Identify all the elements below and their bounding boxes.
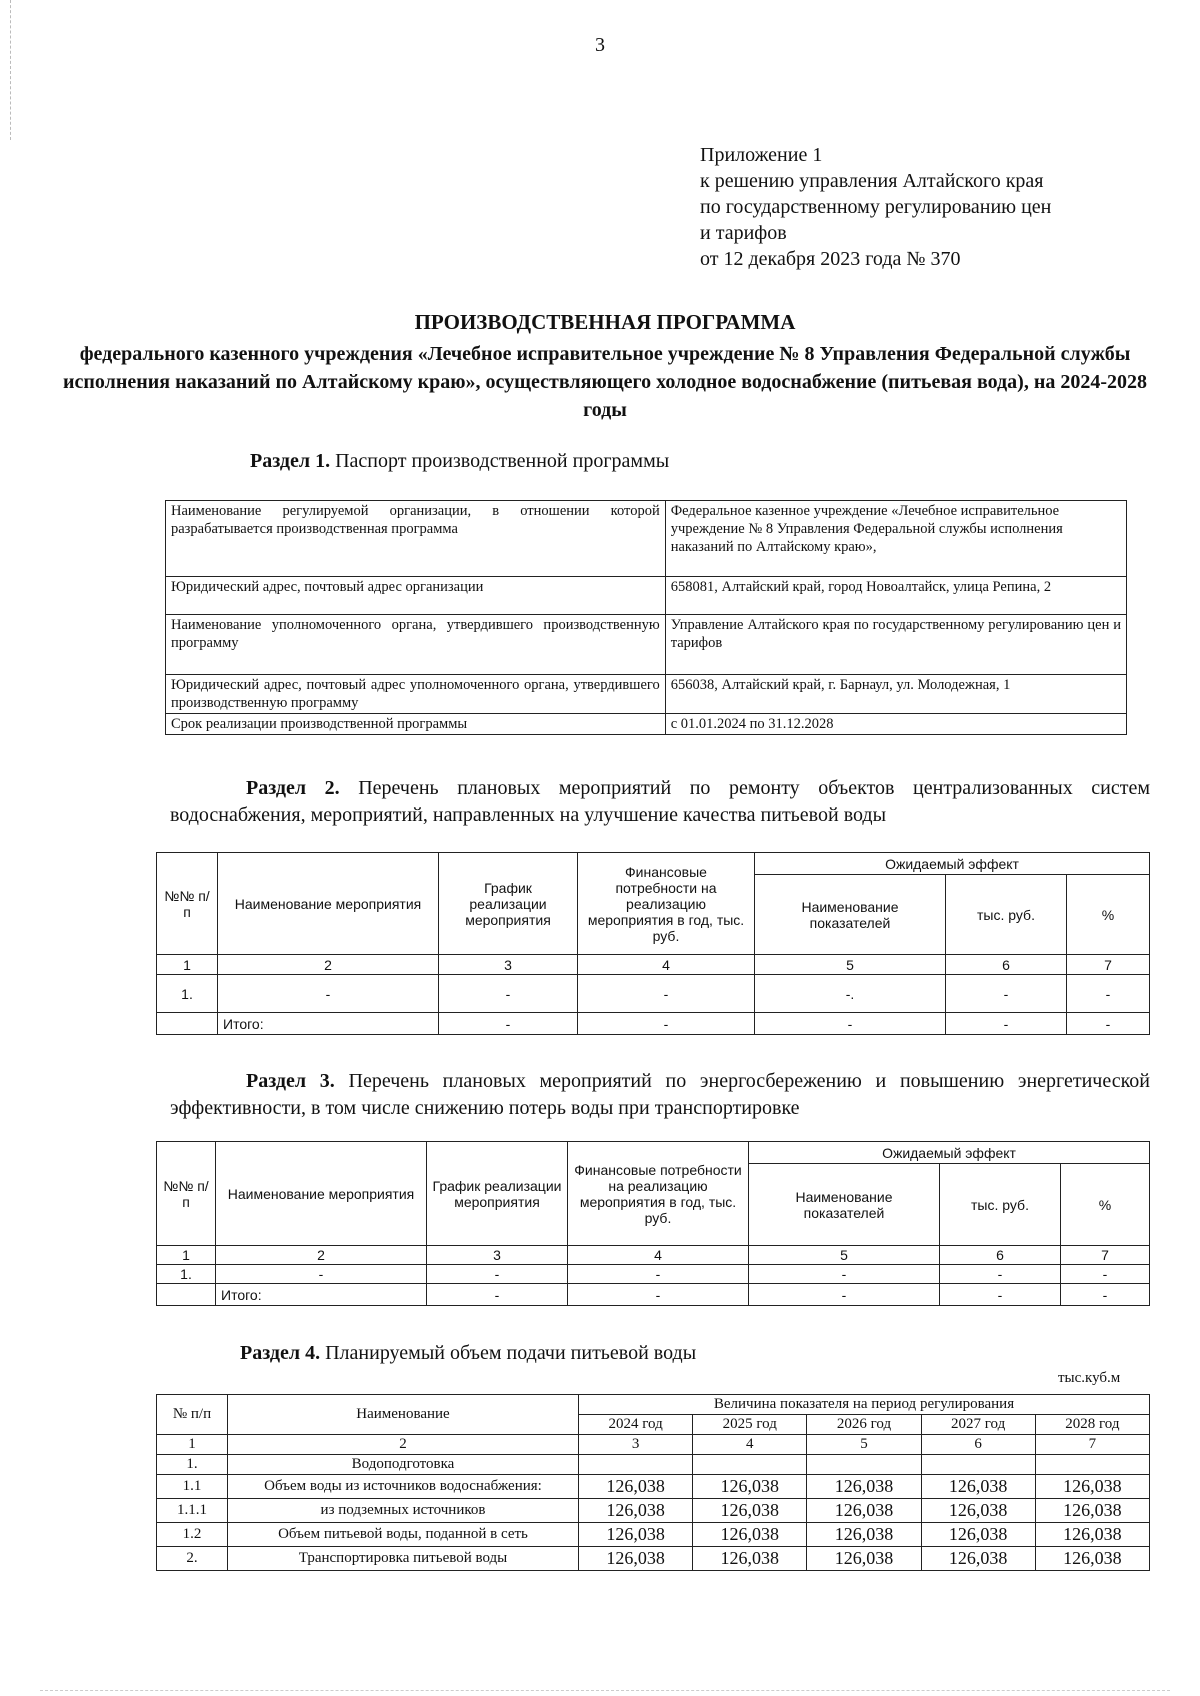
table-row <box>157 1499 1150 1523</box>
passport-key: Наименование уполномоченного органа, утвердившего производственную программу <box>166 615 666 675</box>
approval-line: Приложение 1 <box>700 144 823 166</box>
header-year: 2024 год <box>579 1415 693 1435</box>
col-number: 4 <box>568 1246 749 1265</box>
table-cell: - <box>946 975 1067 1013</box>
col-number: 7 <box>1035 1435 1149 1455</box>
table-row <box>157 1435 1150 1455</box>
value-cell <box>693 1455 807 1475</box>
header-rub: тыс. руб. <box>940 1164 1061 1246</box>
table-row <box>157 1142 1150 1164</box>
header-num: №№ п/п <box>157 1142 216 1246</box>
passport-key: Юридический адрес, почтовый адрес уполномоченного органа, утвердившего производственную программу <box>166 675 666 714</box>
section1-heading <box>250 448 669 475</box>
col-number: 2 <box>218 955 439 975</box>
section3-text: Перечень плановых мероприятий по энергосбережению и повышению энергетической эффективности, в том числе снижению потерь воды при транспортировке <box>170 1070 1150 1119</box>
table-cell: 1. <box>157 975 218 1013</box>
header-finance: Финансовые потребности на реализацию мероприятия в год, тыс. руб. <box>568 1142 749 1246</box>
value-cell: 126,038 <box>921 1475 1035 1499</box>
row-name: Объем воды из источников водоснабжения: <box>228 1475 579 1499</box>
table-cell: - <box>427 1265 568 1284</box>
col-number: 3 <box>579 1435 693 1455</box>
col-number: 7 <box>1061 1246 1150 1265</box>
header-schedule: График реализации мероприятия <box>439 853 578 955</box>
table-row <box>157 1246 1150 1265</box>
approval-block <box>700 142 1051 272</box>
table-cell: - <box>749 1265 940 1284</box>
table-cell: - <box>439 1013 578 1035</box>
value-cell: 126,038 <box>921 1523 1035 1547</box>
value-cell: 126,038 <box>579 1523 693 1547</box>
col-number: 6 <box>921 1435 1035 1455</box>
header-name: Наименование <box>228 1395 579 1435</box>
header-year: 2027 год <box>921 1415 1035 1435</box>
value-cell <box>1035 1455 1149 1475</box>
repair-measures-table <box>156 852 1150 1035</box>
total-label: Итого: <box>218 1013 439 1035</box>
value-cell <box>807 1455 921 1475</box>
table-row <box>157 1265 1150 1284</box>
section3-label: Раздел 3. <box>246 1070 335 1092</box>
value-cell: 126,038 <box>1035 1547 1149 1571</box>
approval-line: и тарифов <box>700 222 787 244</box>
value-cell: 126,038 <box>693 1523 807 1547</box>
passport-value: Управление Алтайского края по государственному регулированию цен и тарифов <box>665 615 1126 675</box>
col-number: 1 <box>157 955 218 975</box>
passport-value: с 01.01.2024 по 31.12.2028 <box>665 714 1126 735</box>
value-cell: 126,038 <box>693 1475 807 1499</box>
value-cell: 126,038 <box>807 1475 921 1499</box>
value-cell <box>579 1455 693 1475</box>
table-row <box>166 675 1127 714</box>
header-schedule: График реализации мероприятия <box>427 1142 568 1246</box>
value-cell: 126,038 <box>921 1499 1035 1523</box>
passport-key: Юридический адрес, почтовый адрес организации <box>166 577 666 615</box>
table-row <box>157 1013 1150 1035</box>
table-cell: -. <box>755 975 946 1013</box>
header-year: 2026 год <box>807 1415 921 1435</box>
row-number: 1. <box>157 1455 228 1475</box>
section2-heading <box>170 775 1150 829</box>
table-cell: - <box>1061 1284 1150 1306</box>
section4-heading <box>240 1340 696 1367</box>
section4-text: Планируемый объем подачи питьевой воды <box>320 1342 697 1364</box>
header-effect: Ожидаемый эффект <box>749 1142 1150 1164</box>
col-number: 4 <box>693 1435 807 1455</box>
approval-line: к решению управления Алтайского края <box>700 170 1044 192</box>
header-num: №№ п/п <box>157 853 218 955</box>
table-cell <box>157 1013 218 1035</box>
passport-key: Наименование регулируемой организации, в отношении которой разрабатывается производственная программа <box>166 501 666 577</box>
header-pct: % <box>1061 1164 1150 1246</box>
table-cell: - <box>940 1284 1061 1306</box>
section3-heading <box>170 1068 1150 1122</box>
table-cell: - <box>216 1265 427 1284</box>
section1-label: Раздел 1. <box>250 450 331 472</box>
table-row <box>157 975 1150 1013</box>
table-row <box>157 853 1150 875</box>
approval-line: от 12 декабря 2023 года № 370 <box>700 248 961 270</box>
header-name: Наименование мероприятия <box>216 1142 427 1246</box>
value-cell: 126,038 <box>579 1547 693 1571</box>
document-title: ПРОИЗВОДСТВЕННАЯ ПРОГРАММА <box>414 310 796 334</box>
row-name: из подземных источников <box>228 1499 579 1523</box>
table-row <box>157 955 1150 975</box>
header-indicator: Наименование показателей <box>755 875 946 955</box>
value-cell: 126,038 <box>1035 1523 1149 1547</box>
value-cell: 126,038 <box>1035 1475 1149 1499</box>
table-cell: - <box>568 1284 749 1306</box>
row-number: 1.1 <box>157 1475 228 1499</box>
value-cell: 126,038 <box>693 1499 807 1523</box>
unit-label: тыс.куб.м <box>1058 1370 1121 1386</box>
header-year: 2028 год <box>1035 1415 1149 1435</box>
value-cell: 126,038 <box>921 1547 1035 1571</box>
row-name: Объем питьевой воды, поданной в сеть <box>228 1523 579 1547</box>
col-number: 3 <box>427 1246 568 1265</box>
col-number: 2 <box>228 1435 579 1455</box>
document-subtitle: федерального казенного учреждения «Лечебное исправительное учреждение № 8 Управления Федеральной службы исполнения наказаний по Алтайскому краю», осуществляющего холодное водоснабжение (питьевая вода), на 2024-2028 годы <box>62 343 1148 421</box>
passport-key: Срок реализации производственной программы <box>166 714 666 735</box>
value-cell: 126,038 <box>693 1547 807 1571</box>
value-cell: 126,038 <box>807 1523 921 1547</box>
scan-edge-line <box>10 0 12 140</box>
passport-value: 658081, Алтайский край, город Новоалтайск, улица Репина, 2 <box>665 577 1126 615</box>
header-finance: Финансовые потребности на реализацию мероприятия в год, тыс. руб. <box>578 853 755 955</box>
page-number: 3 <box>595 34 605 56</box>
passport-table <box>165 500 1127 735</box>
value-cell: 126,038 <box>579 1499 693 1523</box>
table-cell <box>157 1284 216 1306</box>
col-number: 1 <box>157 1435 228 1455</box>
scan-bottom-line <box>40 1690 1170 1692</box>
section2-label: Раздел 2. <box>246 777 340 799</box>
table-cell: - <box>1067 975 1150 1013</box>
header-rub: тыс. руб. <box>946 875 1067 955</box>
table-row <box>166 501 1127 577</box>
table-cell: - <box>427 1284 568 1306</box>
table-cell: - <box>1067 1013 1150 1035</box>
table-row <box>157 1523 1150 1547</box>
row-number: 1.2 <box>157 1523 228 1547</box>
table-cell: - <box>568 1265 749 1284</box>
total-label: Итого: <box>216 1284 427 1306</box>
col-number: 3 <box>439 955 578 975</box>
section2-text: Перечень плановых мероприятий по ремонту объектов централизованных систем водоснабжения, мероприятий, направленных на улучшение качества питьевой воды <box>170 777 1150 826</box>
table-row <box>166 577 1127 615</box>
section4-label: Раздел 4. <box>240 1342 321 1364</box>
value-cell: 126,038 <box>807 1499 921 1523</box>
col-number: 1 <box>157 1246 216 1265</box>
table-cell: - <box>940 1265 1061 1284</box>
row-name: Транспортировка питьевой воды <box>228 1547 579 1571</box>
value-cell: 126,038 <box>807 1547 921 1571</box>
col-number: 6 <box>940 1246 1061 1265</box>
table-cell: - <box>439 975 578 1013</box>
header-period: Величина показателя на период регулирования <box>579 1395 1150 1415</box>
table-row <box>157 1284 1150 1306</box>
col-number: 6 <box>946 955 1067 975</box>
header-effect: Ожидаемый эффект <box>755 853 1150 875</box>
table-row <box>157 1395 1150 1415</box>
section1-text: Паспорт производственной программы <box>330 450 670 472</box>
table-cell: - <box>578 975 755 1013</box>
value-cell: 126,038 <box>1035 1499 1149 1523</box>
passport-value: 656038, Алтайский край, г. Барнаул, ул. Молодежная, 1 <box>665 675 1126 714</box>
header-num: № п/п <box>157 1395 228 1435</box>
water-volume-table <box>156 1394 1150 1571</box>
row-name: Водоподготовка <box>228 1455 579 1475</box>
row-number: 2. <box>157 1547 228 1571</box>
approval-line: по государственному регулированию цен <box>700 196 1052 218</box>
table-cell: - <box>749 1284 940 1306</box>
header-name: Наименование мероприятия <box>218 853 439 955</box>
col-number: 4 <box>578 955 755 975</box>
col-number: 7 <box>1067 955 1150 975</box>
energy-measures-table <box>156 1141 1150 1306</box>
col-number: 5 <box>755 955 946 975</box>
table-row <box>166 714 1127 735</box>
value-cell: 126,038 <box>579 1475 693 1499</box>
col-number: 2 <box>216 1246 427 1265</box>
table-cell: - <box>1061 1265 1150 1284</box>
col-number: 5 <box>749 1246 940 1265</box>
header-indicator: Наименование показателей <box>749 1164 940 1246</box>
row-number: 1.1.1 <box>157 1499 228 1523</box>
table-cell: - <box>218 975 439 1013</box>
value-cell <box>921 1455 1035 1475</box>
table-cell: - <box>755 1013 946 1035</box>
passport-value: Федеральное казенное учреждение «Лечебное исправительное учреждение № 8 Управления Федеральной службы исполнения наказаний по Алтайскому краю», <box>665 501 1126 577</box>
table-row <box>157 1475 1150 1499</box>
table-row <box>157 1455 1150 1475</box>
table-cell: - <box>946 1013 1067 1035</box>
table-row <box>157 1547 1150 1571</box>
col-number: 5 <box>807 1435 921 1455</box>
header-pct: % <box>1067 875 1150 955</box>
table-cell: - <box>578 1013 755 1035</box>
header-year: 2025 год <box>693 1415 807 1435</box>
table-cell: 1. <box>157 1265 216 1284</box>
table-row <box>166 615 1127 675</box>
